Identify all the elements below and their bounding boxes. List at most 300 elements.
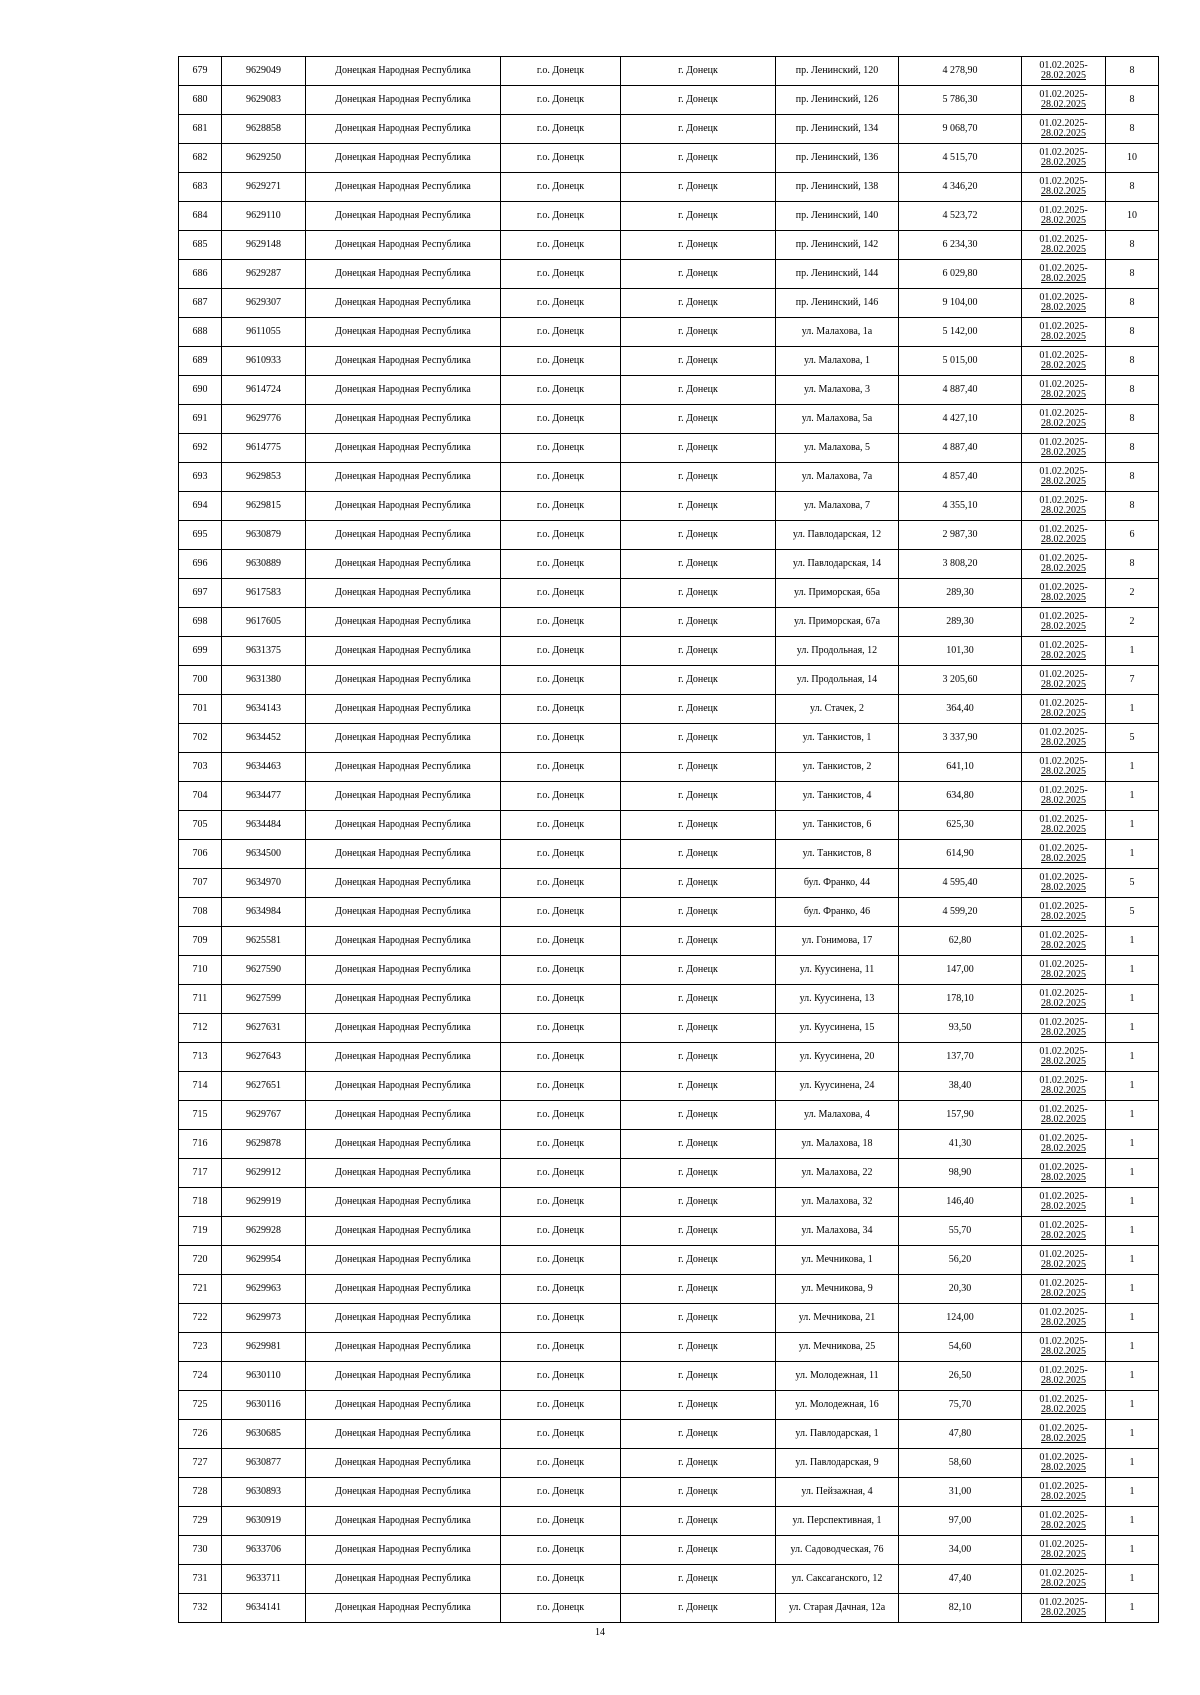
area-cell: 4 599,20 xyxy=(899,898,1022,927)
row-number-cell: 721 xyxy=(179,1275,222,1304)
table-row xyxy=(179,1159,1159,1188)
area-cell: 4 427,10 xyxy=(899,405,1022,434)
area-cell: 3 337,90 xyxy=(899,724,1022,753)
count-cell: 2 xyxy=(1106,579,1159,608)
period-start: 01.02.2025- xyxy=(1039,756,1088,767)
count-cell: 1 xyxy=(1106,695,1159,724)
district-cell: г.о. Донецк xyxy=(501,956,621,985)
count-cell: 1 xyxy=(1106,1275,1159,1304)
area-cell: 146,40 xyxy=(899,1188,1022,1217)
code-cell: 9629954 xyxy=(222,1246,306,1275)
district-cell: г.о. Донецк xyxy=(501,57,621,86)
address-cell: ул. Малахова, 34 xyxy=(776,1217,899,1246)
data-table xyxy=(178,56,1159,1623)
code-cell: 9629049 xyxy=(222,57,306,86)
count-cell: 1 xyxy=(1106,1594,1159,1623)
area-cell: 289,30 xyxy=(899,608,1022,637)
period-cell xyxy=(1022,1536,1106,1565)
table-row xyxy=(179,434,1159,463)
district-cell: г.о. Донецк xyxy=(501,231,621,260)
city-cell: г. Донецк xyxy=(621,1217,776,1246)
code-cell: 9617583 xyxy=(222,579,306,608)
area-cell: 34,00 xyxy=(899,1536,1022,1565)
city-cell: г. Донецк xyxy=(621,1536,776,1565)
row-number-cell: 723 xyxy=(179,1333,222,1362)
table-row xyxy=(179,927,1159,956)
row-number-cell: 725 xyxy=(179,1391,222,1420)
region-cell: Донецкая Народная Республика xyxy=(306,956,501,985)
region-cell: Донецкая Народная Республика xyxy=(306,57,501,86)
row-number-cell: 729 xyxy=(179,1507,222,1536)
area-cell: 101,30 xyxy=(899,637,1022,666)
district-cell: г.о. Донецк xyxy=(501,434,621,463)
count-cell: 10 xyxy=(1106,202,1159,231)
period-start: 01.02.2025- xyxy=(1039,1278,1088,1289)
period-cell xyxy=(1022,1217,1106,1246)
period-start: 01.02.2025- xyxy=(1039,1394,1088,1405)
address-cell: пр. Ленинский, 142 xyxy=(776,231,899,260)
table-row xyxy=(179,144,1159,173)
period-start: 01.02.2025- xyxy=(1039,118,1088,129)
period-end: 28.02.2025 xyxy=(1041,1578,1086,1589)
period-end: 28.02.2025 xyxy=(1041,186,1086,197)
period-start: 01.02.2025- xyxy=(1039,988,1088,999)
count-cell: 8 xyxy=(1106,173,1159,202)
row-number-cell: 713 xyxy=(179,1043,222,1072)
area-cell: 38,40 xyxy=(899,1072,1022,1101)
period-cell xyxy=(1022,869,1106,898)
table-row xyxy=(179,1507,1159,1536)
region-cell: Донецкая Народная Республика xyxy=(306,1275,501,1304)
district-cell: г.о. Донецк xyxy=(501,869,621,898)
period-cell xyxy=(1022,405,1106,434)
city-cell: г. Донецк xyxy=(621,434,776,463)
code-cell: 9627599 xyxy=(222,985,306,1014)
area-cell: 20,30 xyxy=(899,1275,1022,1304)
count-cell: 1 xyxy=(1106,1217,1159,1246)
period-end: 28.02.2025 xyxy=(1041,1433,1086,1444)
area-cell: 9 068,70 xyxy=(899,115,1022,144)
period-cell xyxy=(1022,86,1106,115)
area-cell: 31,00 xyxy=(899,1478,1022,1507)
period-end: 28.02.2025 xyxy=(1041,331,1086,342)
period-cell xyxy=(1022,1565,1106,1594)
code-cell: 9630919 xyxy=(222,1507,306,1536)
address-cell: ул. Куусинена, 11 xyxy=(776,956,899,985)
row-number-cell: 722 xyxy=(179,1304,222,1333)
period-start: 01.02.2025- xyxy=(1039,60,1088,71)
period-start: 01.02.2025- xyxy=(1039,727,1088,738)
address-cell: ул. Мечникова, 9 xyxy=(776,1275,899,1304)
region-cell: Донецкая Народная Республика xyxy=(306,1217,501,1246)
row-number-cell: 699 xyxy=(179,637,222,666)
period-start: 01.02.2025- xyxy=(1039,1017,1088,1028)
city-cell: г. Донецк xyxy=(621,1594,776,1623)
city-cell: г. Донецк xyxy=(621,1275,776,1304)
period-end: 28.02.2025 xyxy=(1041,563,1086,574)
district-cell: г.о. Донецк xyxy=(501,579,621,608)
period-end: 28.02.2025 xyxy=(1041,998,1086,1009)
region-cell: Донецкая Народная Республика xyxy=(306,1014,501,1043)
period-end: 28.02.2025 xyxy=(1041,1375,1086,1386)
period-cell xyxy=(1022,637,1106,666)
district-cell: г.о. Донецк xyxy=(501,1101,621,1130)
period-end: 28.02.2025 xyxy=(1041,1114,1086,1125)
count-cell: 1 xyxy=(1106,753,1159,782)
region-cell: Донецкая Народная Республика xyxy=(306,550,501,579)
address-cell: пр. Ленинский, 120 xyxy=(776,57,899,86)
count-cell: 1 xyxy=(1106,1536,1159,1565)
period-start: 01.02.2025- xyxy=(1039,1452,1088,1463)
city-cell: г. Донецк xyxy=(621,289,776,318)
address-cell: ул. Павлодарская, 14 xyxy=(776,550,899,579)
region-cell: Донецкая Народная Республика xyxy=(306,1391,501,1420)
city-cell: г. Донецк xyxy=(621,1130,776,1159)
city-cell: г. Донецк xyxy=(621,144,776,173)
period-start: 01.02.2025- xyxy=(1039,930,1088,941)
area-cell: 147,00 xyxy=(899,956,1022,985)
table-row xyxy=(179,1594,1159,1623)
address-cell: ул. Мечникова, 25 xyxy=(776,1333,899,1362)
code-cell: 9634143 xyxy=(222,695,306,724)
region-cell: Донецкая Народная Республика xyxy=(306,1333,501,1362)
row-number-cell: 696 xyxy=(179,550,222,579)
count-cell: 8 xyxy=(1106,86,1159,115)
period-cell xyxy=(1022,1333,1106,1362)
period-cell xyxy=(1022,782,1106,811)
address-cell: ул. Куусинена, 24 xyxy=(776,1072,899,1101)
region-cell: Донецкая Народная Республика xyxy=(306,666,501,695)
city-cell: г. Донецк xyxy=(621,1159,776,1188)
district-cell: г.о. Донецк xyxy=(501,1275,621,1304)
code-cell: 9629083 xyxy=(222,86,306,115)
period-end: 28.02.2025 xyxy=(1041,70,1086,81)
code-cell: 9629912 xyxy=(222,1159,306,1188)
row-number-cell: 703 xyxy=(179,753,222,782)
period-end: 28.02.2025 xyxy=(1041,1317,1086,1328)
period-end: 28.02.2025 xyxy=(1041,1085,1086,1096)
period-cell xyxy=(1022,463,1106,492)
table-row xyxy=(179,405,1159,434)
row-number-cell: 717 xyxy=(179,1159,222,1188)
area-cell: 178,10 xyxy=(899,985,1022,1014)
code-cell: 9628858 xyxy=(222,115,306,144)
period-end: 28.02.2025 xyxy=(1041,447,1086,458)
period-end: 28.02.2025 xyxy=(1041,1201,1086,1212)
row-number-cell: 726 xyxy=(179,1420,222,1449)
city-cell: г. Донецк xyxy=(621,811,776,840)
city-cell: г. Донецк xyxy=(621,550,776,579)
region-cell: Донецкая Народная Республика xyxy=(306,1565,501,1594)
period-end: 28.02.2025 xyxy=(1041,824,1086,835)
region-cell: Донецкая Народная Республика xyxy=(306,434,501,463)
period-cell xyxy=(1022,579,1106,608)
period-start: 01.02.2025- xyxy=(1039,640,1088,651)
region-cell: Донецкая Народная Республика xyxy=(306,695,501,724)
row-number-cell: 681 xyxy=(179,115,222,144)
period-end: 28.02.2025 xyxy=(1041,679,1086,690)
period-start: 01.02.2025- xyxy=(1039,1336,1088,1347)
code-cell: 9629963 xyxy=(222,1275,306,1304)
period-start: 01.02.2025- xyxy=(1039,89,1088,100)
table-body xyxy=(179,57,1159,1623)
count-cell: 1 xyxy=(1106,840,1159,869)
period-cell xyxy=(1022,289,1106,318)
period-end: 28.02.2025 xyxy=(1041,1230,1086,1241)
table-row xyxy=(179,956,1159,985)
table-row xyxy=(179,347,1159,376)
count-cell: 8 xyxy=(1106,289,1159,318)
row-number-cell: 693 xyxy=(179,463,222,492)
period-cell xyxy=(1022,1130,1106,1159)
region-cell: Донецкая Народная Республика xyxy=(306,347,501,376)
period-cell xyxy=(1022,1188,1106,1217)
city-cell: г. Донецк xyxy=(621,1362,776,1391)
city-cell: г. Донецк xyxy=(621,1043,776,1072)
row-number-cell: 714 xyxy=(179,1072,222,1101)
period-end: 28.02.2025 xyxy=(1041,969,1086,980)
period-start: 01.02.2025- xyxy=(1039,872,1088,883)
count-cell: 1 xyxy=(1106,1014,1159,1043)
region-cell: Донецкая Народная Республика xyxy=(306,1246,501,1275)
count-cell: 1 xyxy=(1106,1130,1159,1159)
count-cell: 8 xyxy=(1106,115,1159,144)
period-end: 28.02.2025 xyxy=(1041,650,1086,661)
region-cell: Донецкая Народная Республика xyxy=(306,492,501,521)
period-cell xyxy=(1022,492,1106,521)
district-cell: г.о. Донецк xyxy=(501,173,621,202)
row-number-cell: 708 xyxy=(179,898,222,927)
city-cell: г. Донецк xyxy=(621,318,776,347)
city-cell: г. Донецк xyxy=(621,956,776,985)
region-cell: Донецкая Народная Республика xyxy=(306,231,501,260)
table-row xyxy=(179,492,1159,521)
count-cell: 1 xyxy=(1106,1159,1159,1188)
district-cell: г.о. Донецк xyxy=(501,1594,621,1623)
period-start: 01.02.2025- xyxy=(1039,147,1088,158)
row-number-cell: 716 xyxy=(179,1130,222,1159)
region-cell: Донецкая Народная Республика xyxy=(306,1101,501,1130)
row-number-cell: 730 xyxy=(179,1536,222,1565)
city-cell: г. Донецк xyxy=(621,579,776,608)
code-cell: 9617605 xyxy=(222,608,306,637)
period-end: 28.02.2025 xyxy=(1041,360,1086,371)
table-row xyxy=(179,579,1159,608)
row-number-cell: 707 xyxy=(179,869,222,898)
city-cell: г. Донецк xyxy=(621,1304,776,1333)
address-cell: ул. Садоводческая, 76 xyxy=(776,1536,899,1565)
address-cell: ул. Малахова, 32 xyxy=(776,1188,899,1217)
table-row xyxy=(179,173,1159,202)
period-end: 28.02.2025 xyxy=(1041,1056,1086,1067)
count-cell: 8 xyxy=(1106,231,1159,260)
period-start: 01.02.2025- xyxy=(1039,1133,1088,1144)
city-cell: г. Донецк xyxy=(621,898,776,927)
area-cell: 75,70 xyxy=(899,1391,1022,1420)
address-cell: ул. Малахова, 4 xyxy=(776,1101,899,1130)
city-cell: г. Донецк xyxy=(621,695,776,724)
area-cell: 55,70 xyxy=(899,1217,1022,1246)
period-start: 01.02.2025- xyxy=(1039,205,1088,216)
region-cell: Донецкая Народная Республика xyxy=(306,260,501,289)
table-row xyxy=(179,724,1159,753)
row-number-cell: 685 xyxy=(179,231,222,260)
code-cell: 9630877 xyxy=(222,1449,306,1478)
area-cell: 157,90 xyxy=(899,1101,1022,1130)
table-row xyxy=(179,57,1159,86)
area-cell: 4 346,20 xyxy=(899,173,1022,202)
period-end: 28.02.2025 xyxy=(1041,273,1086,284)
table-row xyxy=(179,811,1159,840)
period-cell xyxy=(1022,985,1106,1014)
period-start: 01.02.2025- xyxy=(1039,292,1088,303)
address-cell: пр. Ленинский, 138 xyxy=(776,173,899,202)
period-end: 28.02.2025 xyxy=(1041,592,1086,603)
city-cell: г. Донецк xyxy=(621,1246,776,1275)
code-cell: 9629767 xyxy=(222,1101,306,1130)
area-cell: 5 786,30 xyxy=(899,86,1022,115)
period-cell xyxy=(1022,1362,1106,1391)
region-cell: Донецкая Народная Республика xyxy=(306,1130,501,1159)
district-cell: г.о. Донецк xyxy=(501,260,621,289)
region-cell: Донецкая Народная Республика xyxy=(306,1536,501,1565)
region-cell: Донецкая Народная Республика xyxy=(306,1478,501,1507)
region-cell: Донецкая Народная Республика xyxy=(306,318,501,347)
region-cell: Донецкая Народная Республика xyxy=(306,608,501,637)
count-cell: 6 xyxy=(1106,521,1159,550)
region-cell: Донецкая Народная Республика xyxy=(306,202,501,231)
period-cell xyxy=(1022,1072,1106,1101)
row-number-cell: 686 xyxy=(179,260,222,289)
table-row xyxy=(179,463,1159,492)
code-cell: 9633711 xyxy=(222,1565,306,1594)
count-cell: 8 xyxy=(1106,463,1159,492)
period-end: 28.02.2025 xyxy=(1041,389,1086,400)
city-cell: г. Донецк xyxy=(621,724,776,753)
district-cell: г.о. Донецк xyxy=(501,1188,621,1217)
address-cell: пр. Ленинский, 146 xyxy=(776,289,899,318)
count-cell: 1 xyxy=(1106,1362,1159,1391)
address-cell: ул. Малахова, 7а xyxy=(776,463,899,492)
count-cell: 1 xyxy=(1106,1565,1159,1594)
address-cell: ул. Старая Дачная, 12а xyxy=(776,1594,899,1623)
area-cell: 4 355,10 xyxy=(899,492,1022,521)
period-cell xyxy=(1022,840,1106,869)
district-cell: г.о. Донецк xyxy=(501,1536,621,1565)
district-cell: г.о. Донецк xyxy=(501,724,621,753)
city-cell: г. Донецк xyxy=(621,1072,776,1101)
area-cell: 5 015,00 xyxy=(899,347,1022,376)
region-cell: Донецкая Народная Республика xyxy=(306,405,501,434)
region-cell: Донецкая Народная Республика xyxy=(306,463,501,492)
row-number-cell: 710 xyxy=(179,956,222,985)
region-cell: Донецкая Народная Республика xyxy=(306,811,501,840)
period-end: 28.02.2025 xyxy=(1041,795,1086,806)
area-cell: 93,50 xyxy=(899,1014,1022,1043)
period-cell xyxy=(1022,347,1106,376)
count-cell: 2 xyxy=(1106,608,1159,637)
city-cell: г. Донецк xyxy=(621,173,776,202)
table-row xyxy=(179,1043,1159,1072)
row-number-cell: 720 xyxy=(179,1246,222,1275)
count-cell: 7 xyxy=(1106,666,1159,695)
period-end: 28.02.2025 xyxy=(1041,1549,1086,1560)
period-cell xyxy=(1022,1594,1106,1623)
city-cell: г. Донецк xyxy=(621,1101,776,1130)
row-number-cell: 694 xyxy=(179,492,222,521)
table-row xyxy=(179,869,1159,898)
table-row xyxy=(179,1478,1159,1507)
row-number-cell: 711 xyxy=(179,985,222,1014)
table-row xyxy=(179,1101,1159,1130)
area-cell: 97,00 xyxy=(899,1507,1022,1536)
period-end: 28.02.2025 xyxy=(1041,99,1086,110)
area-cell: 4 515,70 xyxy=(899,144,1022,173)
region-cell: Донецкая Народная Республика xyxy=(306,144,501,173)
period-cell xyxy=(1022,753,1106,782)
count-cell: 8 xyxy=(1106,550,1159,579)
period-start: 01.02.2025- xyxy=(1039,408,1088,419)
period-end: 28.02.2025 xyxy=(1041,1607,1086,1618)
row-number-cell: 698 xyxy=(179,608,222,637)
address-cell: ул. Гонимова, 17 xyxy=(776,927,899,956)
table-row xyxy=(179,115,1159,144)
count-cell: 1 xyxy=(1106,1246,1159,1275)
row-number-cell: 688 xyxy=(179,318,222,347)
row-number-cell: 680 xyxy=(179,86,222,115)
table-row xyxy=(179,231,1159,260)
region-cell: Донецкая Народная Республика xyxy=(306,1072,501,1101)
area-cell: 4 887,40 xyxy=(899,434,1022,463)
district-cell: г.о. Донецк xyxy=(501,1362,621,1391)
code-cell: 9633706 xyxy=(222,1536,306,1565)
address-cell: ул. Куусинена, 20 xyxy=(776,1043,899,1072)
city-cell: г. Донецк xyxy=(621,608,776,637)
table-row xyxy=(179,695,1159,724)
area-cell: 4 887,40 xyxy=(899,376,1022,405)
period-cell xyxy=(1022,550,1106,579)
period-start: 01.02.2025- xyxy=(1039,1307,1088,1318)
address-cell: ул. Малахова, 5 xyxy=(776,434,899,463)
address-cell: пр. Ленинский, 144 xyxy=(776,260,899,289)
region-cell: Донецкая Народная Республика xyxy=(306,1362,501,1391)
period-start: 01.02.2025- xyxy=(1039,785,1088,796)
period-end: 28.02.2025 xyxy=(1041,534,1086,545)
district-cell: г.о. Донецк xyxy=(501,898,621,927)
period-start: 01.02.2025- xyxy=(1039,1046,1088,1057)
period-start: 01.02.2025- xyxy=(1039,234,1088,245)
district-cell: г.о. Донецк xyxy=(501,840,621,869)
region-cell: Донецкая Народная Республика xyxy=(306,1594,501,1623)
address-cell: ул. Малахова, 1а xyxy=(776,318,899,347)
city-cell: г. Донецк xyxy=(621,1014,776,1043)
address-cell: пр. Ленинский, 126 xyxy=(776,86,899,115)
region-cell: Донецкая Народная Республика xyxy=(306,898,501,927)
district-cell: г.о. Донецк xyxy=(501,376,621,405)
area-cell: 4 595,40 xyxy=(899,869,1022,898)
address-cell: пр. Ленинский, 136 xyxy=(776,144,899,173)
address-cell: ул. Перспективная, 1 xyxy=(776,1507,899,1536)
row-number-cell: 701 xyxy=(179,695,222,724)
period-start: 01.02.2025- xyxy=(1039,553,1088,564)
period-start: 01.02.2025- xyxy=(1039,466,1088,477)
period-start: 01.02.2025- xyxy=(1039,698,1088,709)
count-cell: 8 xyxy=(1106,318,1159,347)
area-cell: 9 104,00 xyxy=(899,289,1022,318)
district-cell: г.о. Донецк xyxy=(501,1014,621,1043)
period-cell xyxy=(1022,1159,1106,1188)
row-number-cell: 704 xyxy=(179,782,222,811)
